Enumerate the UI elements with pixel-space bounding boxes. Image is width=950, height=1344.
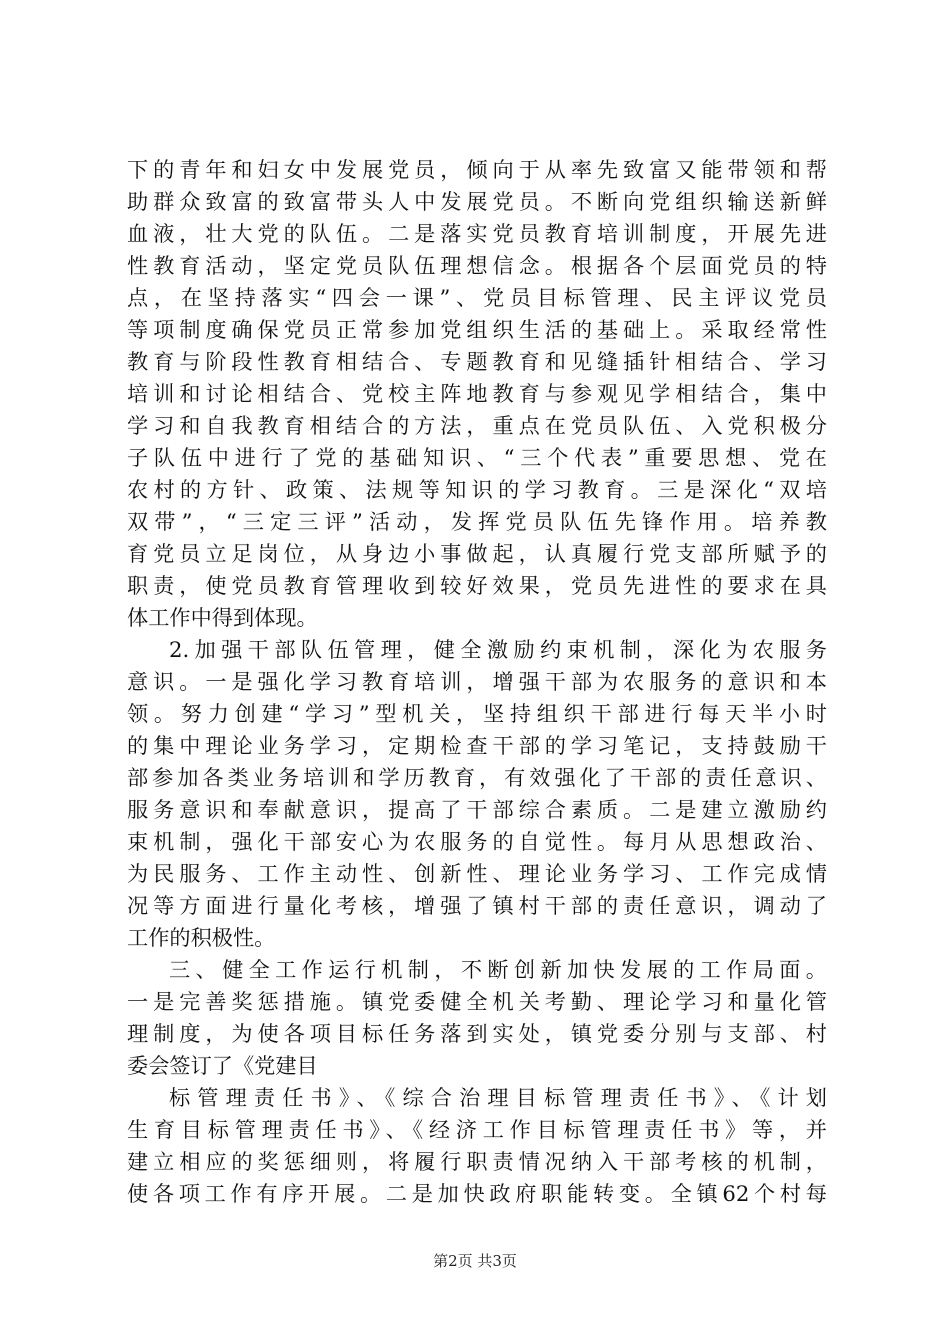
text-line: 职责，使党员教育管理收到较好效果，党员先进性的要求在具 — [127, 573, 827, 598]
document-body — [127, 154, 827, 1210]
text-line: 一是完善奖惩措施。镇党委健全机关考勤、理论学习和量化管 — [127, 989, 827, 1014]
text-line: 工作的积极性。 — [127, 925, 276, 950]
text-line: 服务意识和奉献意识，提高了干部综合素质。二是建立激励约 — [127, 797, 827, 822]
text-line: 部参加各类业务培训和学历教育，有效强化了干部的责任意识、 — [127, 765, 827, 790]
text-line: 下的青年和妇女中发展党员，倾向于从率先致富又能带领和帮 — [127, 157, 827, 182]
text-line: 束机制，强化干部安心为农服务的自觉性。每月从思想政治、 — [127, 829, 827, 854]
text-line: 理制度，为使各项目标任务落到实处，镇党委分别与支部、村 — [127, 1021, 827, 1046]
text-line: 子队伍中进行了党的基础知识、“三个代表”重要思想、党在 — [127, 445, 827, 470]
text-line: 为民服务、工作主动性、创新性、理论业务学习、工作完成情 — [127, 861, 827, 886]
text-line: 点，在坚持落实“四会一课”、党员目标管理、民主评议党员 — [127, 285, 827, 310]
text-line: 等项制度确保党员正常参加党组织生活的基础上。采取经常性 — [127, 317, 827, 342]
text-line: 使各项工作有序开展。二是加快政府职能转变。全镇62个村每 — [127, 1181, 827, 1206]
text-line: 委会签订了《党建目 — [127, 1053, 318, 1078]
text-line: 培训和讨论相结合、党校主阵地教育与参观见学相结合，集中 — [127, 381, 827, 406]
text-line: 体工作中得到体现。 — [127, 605, 318, 630]
text-line: 助群众致富的致富带头人中发展党员。不断向党组织输送新鲜 — [127, 189, 827, 214]
page-number-footer: 第2页 共3页 — [433, 1252, 517, 1270]
text-line: 双带”，“三定三评”活动，发挥党员队伍先锋作用。培养教 — [127, 509, 827, 534]
text-line: 建立相应的奖惩细则，将履行职责情况纳入干部考核的机制， — [127, 1149, 827, 1174]
paragraph-start-line: 2.加强干部队伍管理，健全激励约束机制，深化为农服务 — [169, 637, 827, 662]
text-line: 领。努力创建“学习”型机关，坚持组织干部进行每天半小时 — [127, 701, 827, 726]
section-heading-line: 三、健全工作运行机制，不断创新加快发展的工作局面。 — [169, 957, 827, 982]
text-line: 的集中理论业务学习，定期检查干部的学习笔记，支持鼓励干 — [127, 733, 827, 758]
text-line: 农村的方针、政策、法规等知识的学习教育。三是深化“双培 — [127, 477, 827, 502]
text-line: 况等方面进行量化考核，增强了镇村干部的责任意识，调动了 — [127, 893, 827, 918]
text-line: 生育目标管理责任书》、《经济工作目标管理责任书》等，并 — [127, 1117, 827, 1142]
text-line: 育党员立足岗位，从身边小事做起，认真履行党支部所赋予的 — [127, 541, 827, 566]
text-line: 性教育活动，坚定党员队伍理想信念。根据各个层面党员的特 — [127, 253, 827, 278]
paragraph-start-line: 标管理责任书》、《综合治理目标管理责任书》、《计划 — [169, 1085, 827, 1110]
text-line: 血液，壮大党的队伍。二是落实党员教育培训制度，开展先进 — [127, 221, 827, 246]
text-line: 学习和自我教育相结合的方法，重点在党员队伍、入党积极分 — [127, 413, 827, 438]
text-line: 意识。一是强化学习教育培训，增强干部为农服务的意识和本 — [127, 669, 827, 694]
text-line: 教育与阶段性教育相结合、专题教育和见缝插针相结合、学习 — [127, 349, 827, 374]
